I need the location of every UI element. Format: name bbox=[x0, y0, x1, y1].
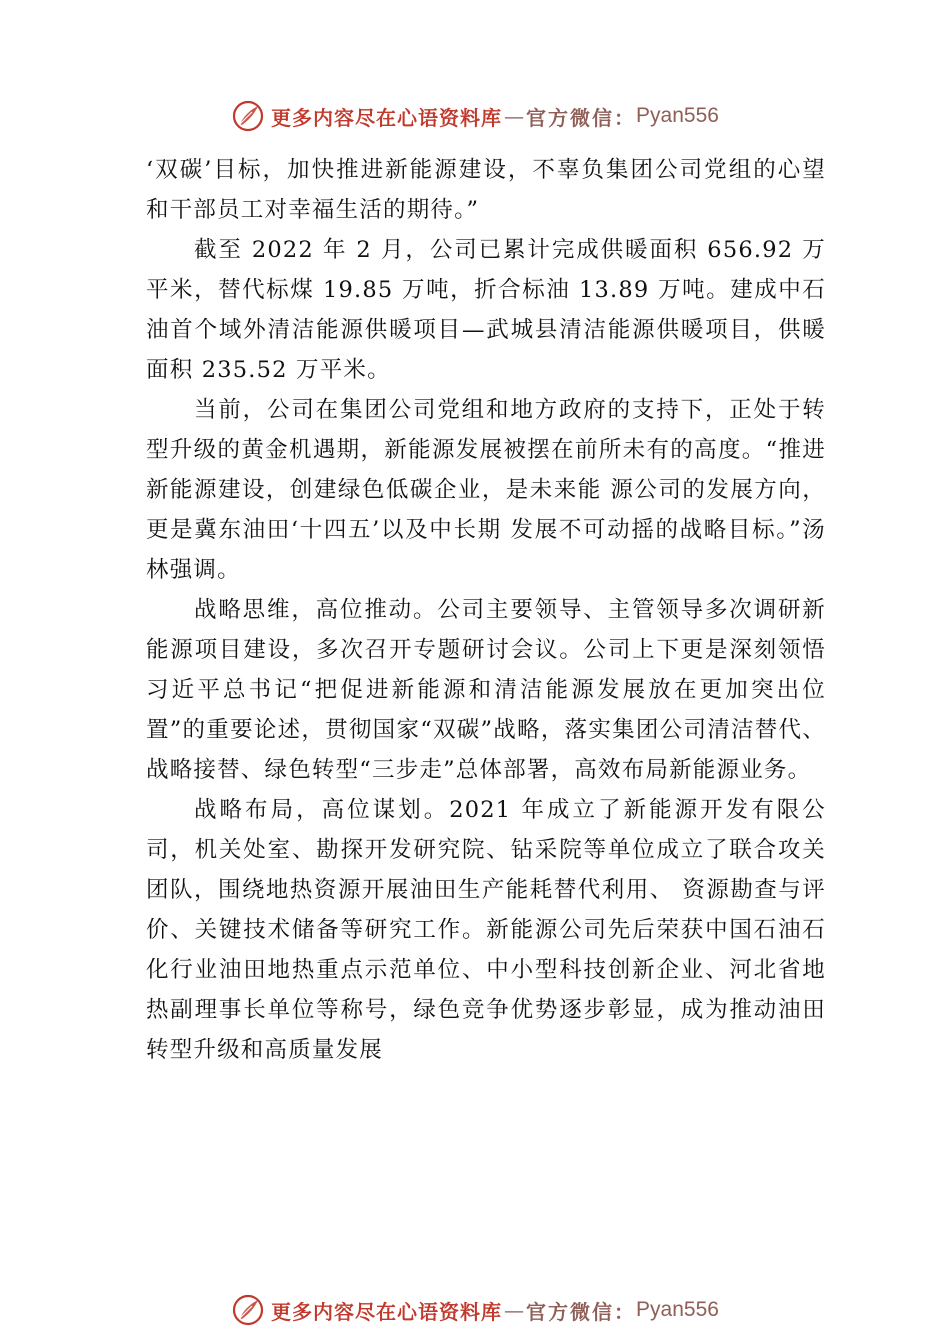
banner-site-text: 更多内容尽在心语资料库 bbox=[271, 105, 503, 130]
paragraph-heating-stats: 截至 2022 年 2 月，公司已累计完成供暖面积 656.92 万平米，替代标煤 19.85 万吨，折合标油 13.89 万吨。建成中石油首个域外清洁能源供暖项目—武城县清洁能源供暖项目，供暖面积 235.52 万平米。 bbox=[146, 237, 826, 383]
paragraph-strategic-thinking: 战略思维，高位推动。公司主要领导、主管领导多次调研新能源项目建设，多次召开专题研讨会议。公司上下更是深刻领悟习近平总书记“把促进新能源和清洁能源发展放在更加突出位置”的重要论述，贯彻国家“双碳”战略，落实集团公司清洁替代、战略接替、绿色转型“三步走”总体部署，高效布局新能源业务。 bbox=[146, 597, 826, 783]
banner-wechat-label: 官方微信： bbox=[526, 105, 637, 130]
quill-logo-icon bbox=[231, 99, 265, 133]
quill-logo-icon bbox=[231, 1293, 265, 1327]
paragraph-transformation: 当前，公司在集团公司党组和地方政府的支持下，正处于转型升级的黄金机遇期，新能源发展被摆在前所未有的高度。“推进新能源建设，创建绿色低碳企业，是未来能 源公司的发展方向，更是冀东油田‘十四五’以及中长期 发展不可动摇的战略目标。”汤林强调。 bbox=[146, 397, 826, 583]
banner-wechat-id: Pyan556 bbox=[636, 1298, 719, 1321]
banner-dash: — bbox=[504, 104, 525, 128]
paragraph-continuation: ‘双碳’目标，加快推进新能源建设，不辜负集团公司党组的心望和干部员工对幸福生活的期待。” bbox=[146, 157, 826, 223]
footer-banner bbox=[0, 1290, 950, 1330]
paragraph-strategic-layout: 战略布局，高位谋划。2021 年成立了新能源开发有限公司，机关处室、勘探开发研究院、钻采院等单位成立了联合攻关团队，围绕地热资源开展油田生产能耗替代利用、 资源勘查与评价、关键技术储备等研究工作。新能源公司先后荣获中国石油石化行业油田地热重点示范单位、中小型科技创新企业、河北省地热副理事长单位等称号，绿色竞争优势逐步彰显，成为推动油田转型升级和高质量发展 bbox=[146, 797, 826, 1063]
banner-wechat-label: 官方微信： bbox=[526, 1299, 637, 1324]
banner-wechat-id: Pyan556 bbox=[636, 104, 719, 127]
document-body bbox=[146, 150, 826, 1070]
header-banner bbox=[0, 96, 950, 136]
banner-dash: — bbox=[504, 1298, 525, 1322]
banner-site-text: 更多内容尽在心语资料库 bbox=[271, 1299, 503, 1324]
